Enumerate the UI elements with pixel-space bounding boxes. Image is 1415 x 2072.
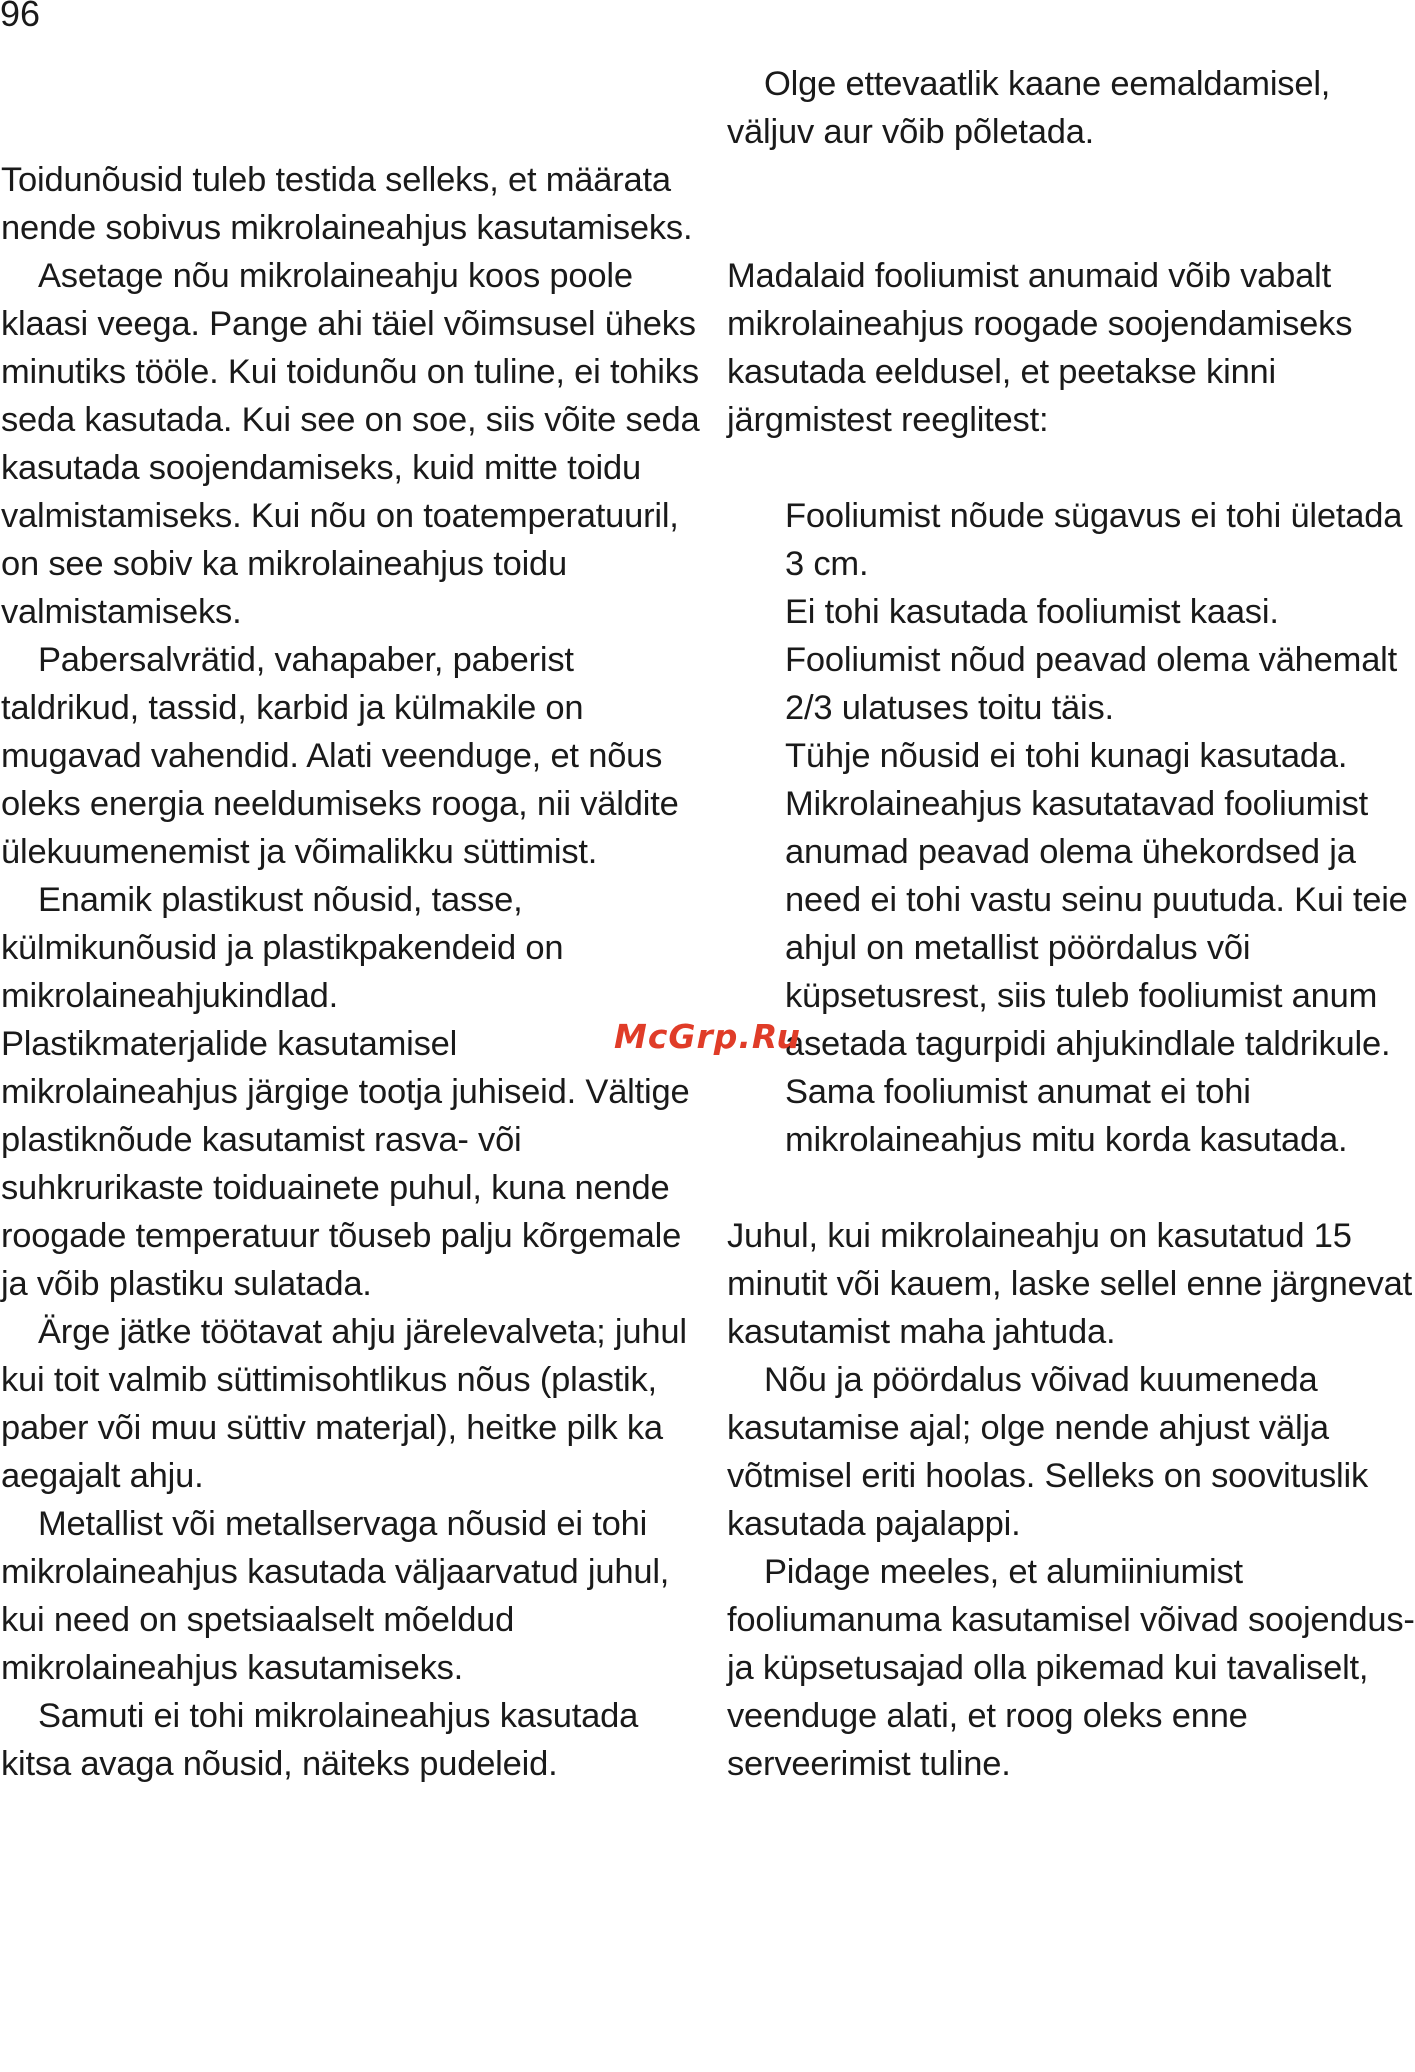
foil-rules-list: [727, 492, 1415, 1164]
foil-timing-paragraph: Pidage meeles, et alumiiniumist fooliumanuma kasutamisel võivad soojendus- ja küpsetusajad olla pikemad kui tavaliselt, veenduge alati, et roog oleks enne serveerimist tuline.: [727, 1553, 1415, 1783]
left-column: [1, 156, 701, 1788]
cooldown-paragraph: Juhul, kui mikrolaineahju on kasutatud 15 minutit või kauem, laske sellel enne järgnevat kasutamist maha jahtuda.: [727, 1217, 1412, 1351]
list-item: Mikrolaineahjus kasutatavad fooliumist anumad peavad olema ühekordsed ja need ei tohi vastu seinu puutuda. Kui teie ahjul on metallist pöördalus või küpsetusrest, siis tuleb fooliumist anum asetada tagurpidi ahjukindlale taldrikule.: [785, 785, 1408, 1063]
metal-dishes-paragraph: Metallist või metallservaga nõusid ei tohi mikrolaineahjus kasutada väljaarvatud juhul, kui need on spetsiaalselt mõeldud mikrolaineahjus kasutamiseks.: [1, 1505, 670, 1687]
list-item: Fooliumist nõud peavad olema vähemalt 2/3 ulatuses toitu täis.: [785, 641, 1398, 727]
watermark-logo: McGrp.Ru: [614, 1017, 802, 1056]
list-item: Sama fooliumist anumat ei tohi mikrolaineahjus mitu korda kasutada.: [785, 1073, 1348, 1159]
foil-intro-paragraph: Madalaid fooliumist anumaid võib vabalt mikrolaineahjus roogade soojendamiseks kasutada eeldusel, et peetakse kinni järgmistest reeglitest:: [727, 257, 1353, 439]
intro-paragraph: Toidunõusid tuleb testida selleks, et määrata nende sobivus mikrolaineahjus kasutamiseks.: [1, 161, 693, 247]
supervision-paragraph: Ärge jätke töötavat ahju järelevalveta; juhul kui toit valmib süttimisohtlikus nõus (plastik, paber või muu süttiv materjal), heitke pilk ka aegajalt ahju.: [1, 1313, 687, 1495]
list-item: Tühje nõusid ei tohi kunagi kasutada.: [785, 737, 1348, 775]
page-number: 96: [0, 0, 41, 34]
list-item: Fooliumist nõude sügavus ei tohi ületada 3 cm.: [785, 497, 1403, 583]
test-procedure-paragraph: Asetage nõu mikrolaineahju koos poole klaasi veega. Pange ahi täiel võimsusel üheks minutiks tööle. Kui toidunõu on tuline, ei tohiks seda kasutada. Kui see on soe, siis võite seda kasutada soojendamiseks, kuid mitte toidu valmistamiseks. Kui nõu on toatemperatuuril, on see sobiv ka mikrolaineahjus toidu valmistamiseks.: [1, 257, 700, 631]
hot-turntable-paragraph: Nõu ja pöördalus võivad kuumeneda kasutamise ajal; olge nende ahjust välja võtmisel eriti hoolas. Selleks on soovituslik kasutada pajalappi.: [727, 1361, 1369, 1543]
narrow-containers-paragraph: Samuti ei tohi mikrolaineahjus kasutada kitsa avaga nõusid, näiteks pudeleid.: [1, 1697, 639, 1783]
steam-caution-paragraph: Olge ettevaatlik kaane eemaldamisel, väljuv aur võib põletada.: [727, 65, 1331, 151]
plastic-materials-paragraph: Plastikmaterjalide kasutamisel mikrolaineahjus järgige tootja juhiseid. Vältige plastiknõude kasutamist rasva- või suhkrurikaste toiduainete puhul, kuna nende roogade temperatuur tõuseb palju kõrgemale ja võib plastiku sulatada.: [1, 1025, 690, 1303]
paper-items-paragraph: Pabersalvrätid, vahapaber, paberist taldrikud, tassid, karbid ja külmakile on mugavad vahendid. Alati veenduge, et nõus oleks energia neeldumiseks rooga, nii väldite ülekuumenemist ja võimalikku süttimist.: [1, 641, 679, 871]
plastic-dishes-paragraph: Enamik plastikust nõusid, tasse, külmikunõusid ja plastikpakendeid on mikrolaineahjukindlad.: [1, 881, 564, 1015]
right-column: [727, 60, 1415, 1788]
list-item: Ei tohi kasutada fooliumist kaasi.: [785, 593, 1279, 631]
